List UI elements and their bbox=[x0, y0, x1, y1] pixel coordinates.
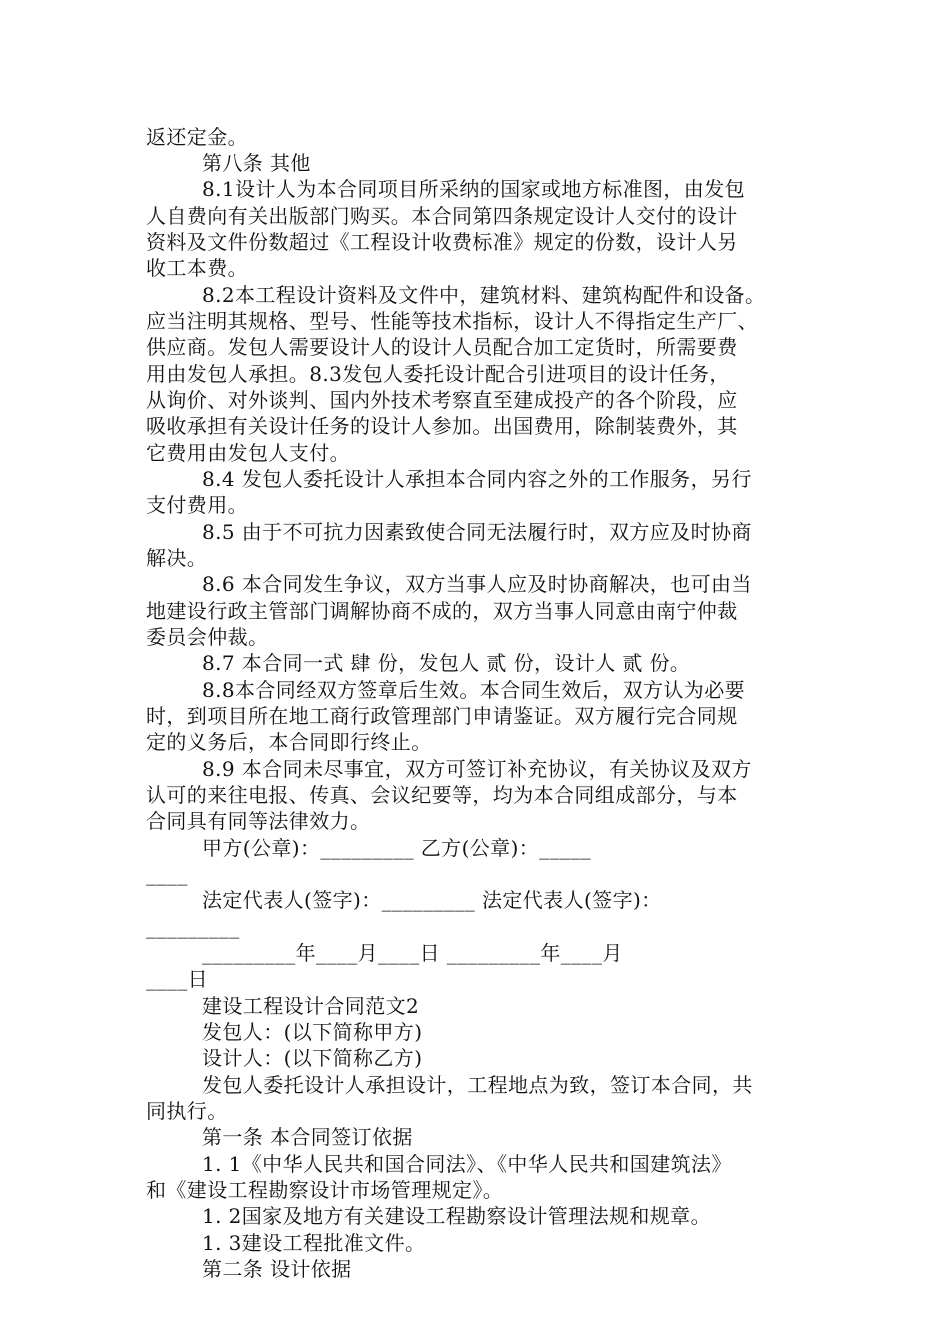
text-line: 供应商。发包人需要设计人的设计人员配合加工定货时，所需要费 bbox=[146, 335, 738, 359]
section-heading: 第八条 其他 bbox=[202, 151, 311, 175]
party-line: 发包人：(以下简称甲方) bbox=[202, 1020, 423, 1044]
text-line: 吸收承担有关设计任务的设计人参加。出国费用，除制装费外，其 bbox=[146, 414, 738, 438]
text-line: 应当注明其规格、型号、性能等技术指标，设计人不得指定生产厂、 bbox=[146, 309, 758, 333]
text-line: 定的义务后，本合同即行终止。 bbox=[146, 730, 432, 754]
text-line: 时，到项目所在地工商行政管理部门申请鉴证。双方履行完合同规 bbox=[146, 704, 738, 728]
text-line: 8.2本工程设计资料及文件中，建筑材料、建筑构配件和设备。 bbox=[202, 283, 766, 307]
date-line: _________年____月____日 _________年____月 bbox=[202, 941, 623, 965]
date-line: ____日 bbox=[146, 967, 208, 991]
text-line: 支付费用。 bbox=[146, 493, 248, 517]
text-line: 8.6 本合同发生争议，双方当事人应及时协商解决，也可由当 bbox=[202, 572, 752, 596]
text-line: 和《建设工程勘察设计市场管理规定》。 bbox=[146, 1178, 504, 1202]
text-line: 发包人委托设计人承担设计，工程地点为致，签订本合同，共 bbox=[202, 1073, 753, 1097]
party-line: 设计人：(以下简称乙方) bbox=[202, 1046, 423, 1070]
text-line: 8.5 由于不可抗力因素致使合同无法履行时，双方应及时协商 bbox=[202, 520, 752, 544]
signature-line: 法定代表人(签字)：_________ 法定代表人(签字)： bbox=[202, 888, 662, 912]
text-line: 同执行。 bbox=[146, 1099, 228, 1123]
text-line: 资料及文件份数超过《工程设计收费标准》规定的份数，设计人另 bbox=[146, 230, 738, 254]
text-line: 收工本费。 bbox=[146, 256, 248, 280]
section-heading: 第二条 设计依据 bbox=[202, 1257, 352, 1281]
signature-line: ____ bbox=[146, 862, 188, 886]
text-line: 从询价、对外谈判、国内外技术考察直至建成投产的各个阶段，应 bbox=[146, 388, 738, 412]
text-line: 8.7 本合同一式 肆 份，发包人 贰 份，设计人 贰 份。 bbox=[202, 651, 691, 675]
signature-line: _________ bbox=[146, 915, 240, 939]
text-line: 返还定金。 bbox=[146, 125, 248, 149]
section-heading: 第一条 本合同签订依据 bbox=[202, 1125, 413, 1149]
text-line: 8.9 本合同未尽事宜，双方可签订补充协议，有关协议及双方 bbox=[202, 757, 752, 781]
text-line: 它费用由发包人支付。 bbox=[146, 441, 350, 465]
text-line: 1. 1《中华人民共和国合同法》、《中华人民共和国建筑法》 bbox=[202, 1152, 732, 1176]
text-line: 解决。 bbox=[146, 546, 208, 570]
text-line: 1. 3建设工程批准文件。 bbox=[202, 1231, 426, 1255]
text-line: 人自费向有关出版部门购买。本合同第四条规定设计人交付的设计 bbox=[146, 204, 738, 228]
text-line: 委员会仲裁。 bbox=[146, 625, 269, 649]
text-line: 用由发包人承担。8.3发包人委托设计配合引进项目的设计任务， bbox=[146, 362, 730, 386]
text-line: 8.8本合同经双方签章后生效。本合同生效后，双方认为必要 bbox=[202, 678, 746, 702]
text-line: 8.4 发包人委托设计人承担本合同内容之外的工作服务，另行 bbox=[202, 467, 752, 491]
document-title: 建设工程设计合同范文2 bbox=[202, 994, 420, 1018]
text-line: 8.1设计人为本合同项目所采纳的国家或地方标准图，由发包 bbox=[202, 177, 746, 201]
signature-line: 甲方(公章)：_________ 乙方(公章)：_____ bbox=[202, 836, 592, 860]
text-line: 地建设行政主管部门调解协商不成的，双方当事人同意由南宁仲裁 bbox=[146, 599, 738, 623]
text-line: 1. 2国家及地方有关建设工程勘察设计管理法规和规章。 bbox=[202, 1204, 711, 1228]
text-line: 认可的来往电报、传真、会议纪要等，均为本合同组成部分，与本 bbox=[146, 783, 738, 807]
text-line: 合同具有同等法律效力。 bbox=[146, 809, 371, 833]
